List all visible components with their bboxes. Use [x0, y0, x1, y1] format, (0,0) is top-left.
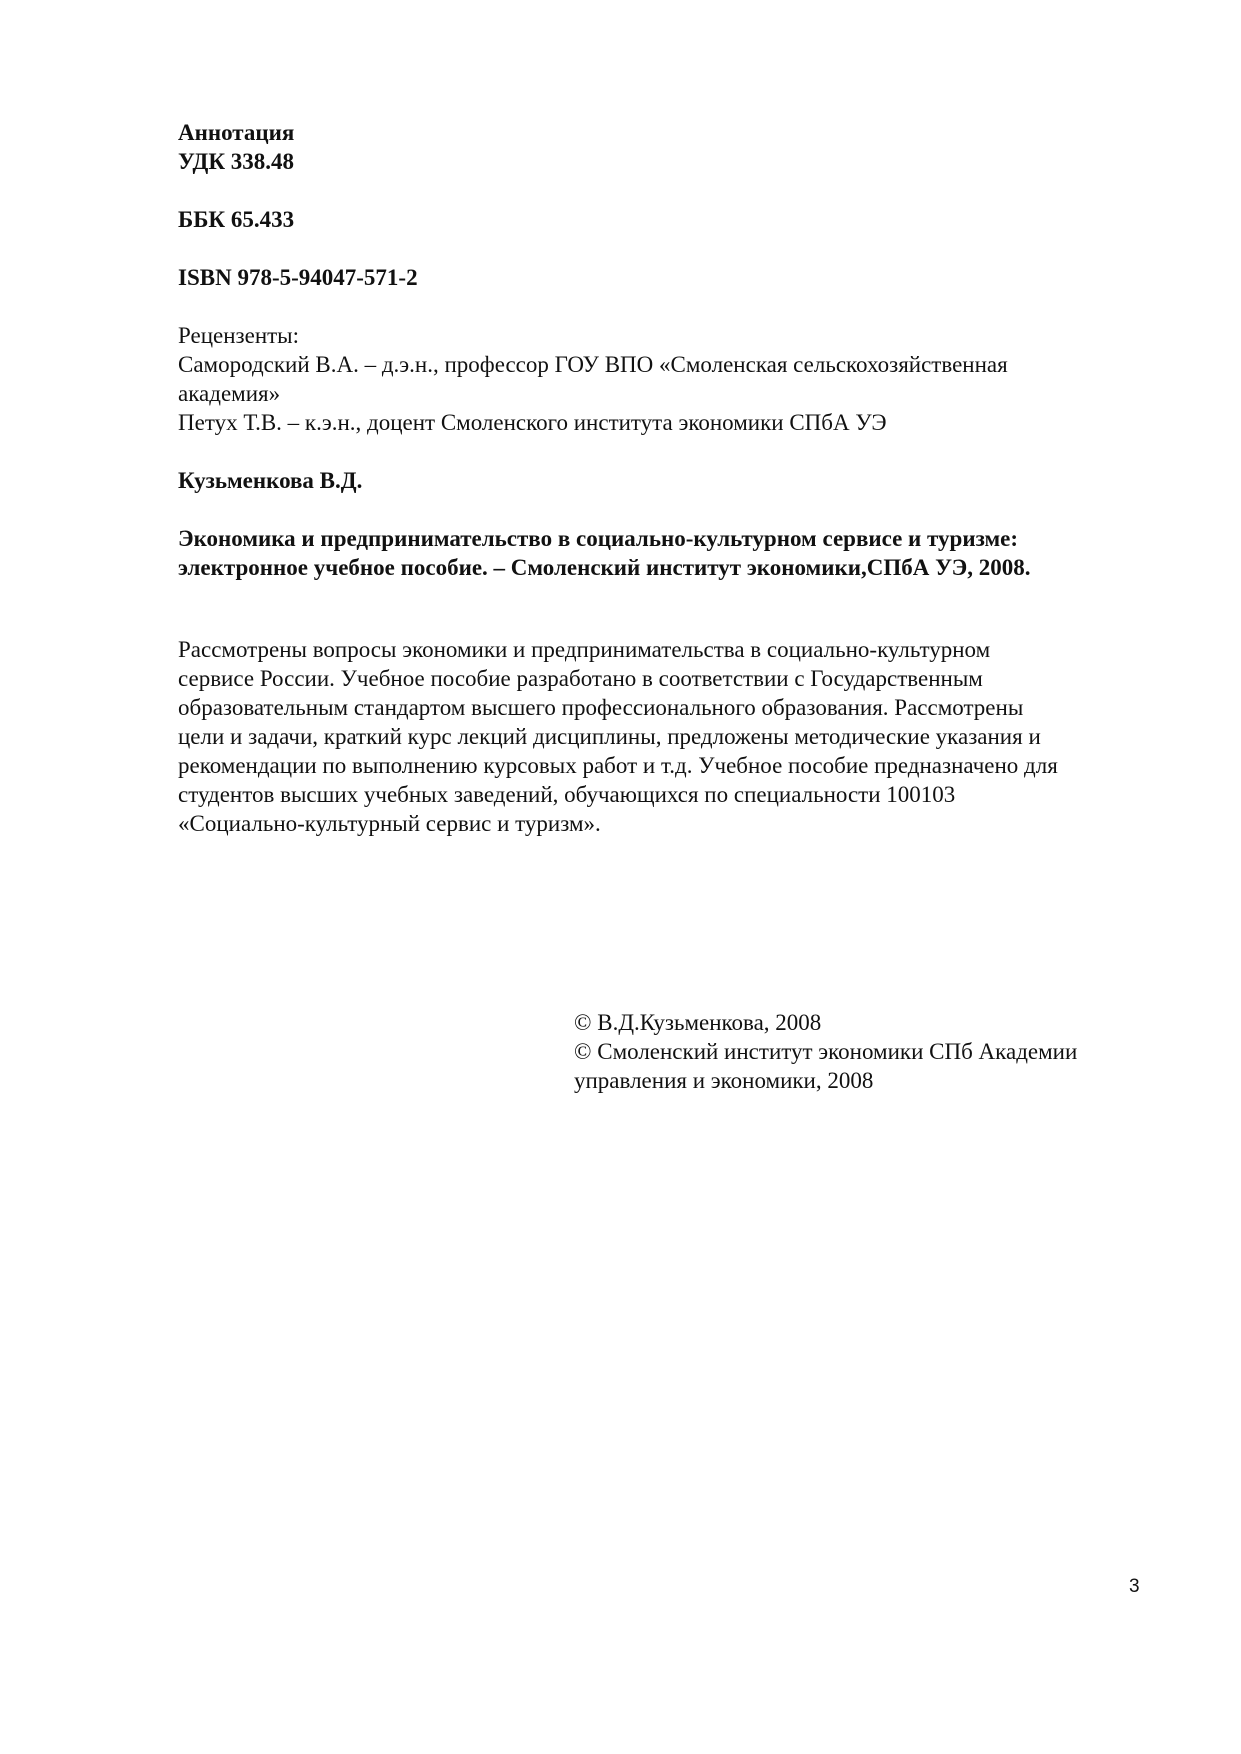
book-title-line: Экономика и предпринимательство в социально-культурном сервисе и туризме: [178, 526, 1019, 551]
copyright-block [574, 1008, 1077, 1095]
book-title [178, 524, 1031, 582]
reviewers-section [178, 321, 1008, 437]
abstract-line: цели и задачи, краткий курс лекций дисциплины, предложены методические указания и [178, 724, 1041, 749]
copyright-line: управления и экономики, 2008 [574, 1068, 874, 1093]
bbk-code: ББК 65.433 [178, 207, 295, 232]
abstract-line: рекомендации по выполнению курсовых работ и т.д. Учебное пособие предназначено для [178, 753, 1058, 778]
reviewer-line: Петух Т.В. – к.э.н., доцент Смоленского института экономики СПбА УЭ [178, 410, 887, 435]
abstract-line: студентов высших учебных заведений, обучающихся по специальности 100103 [178, 782, 956, 807]
abstract-line: образовательным стандартом высшего профессионального образования. Рассмотрены [178, 695, 1024, 720]
page-number: 3 [1129, 1576, 1140, 1597]
abstract-line: Рассмотрены вопросы экономики и предпринимательства в социально-культурном [178, 637, 991, 662]
abstract-line: «Социально-культурный сервис и туризм». [178, 811, 601, 836]
udk-code: УДК 338.48 [178, 149, 295, 174]
reviewer-line: Самородский В.А. – д.э.н., профессор ГОУ ВПО «Смоленская сельскохозяйственная [178, 352, 1008, 377]
copyright-line: © Смоленский институт экономики СПб Академии [574, 1039, 1078, 1064]
reviewers-label: Рецензенты: [178, 323, 300, 348]
book-title-line: электронное учебное пособие. – Смоленский институт экономики,СПбА УЭ, 2008. [178, 555, 1031, 580]
abstract-paragraph [178, 635, 1058, 838]
reviewer-line: академия» [178, 381, 281, 406]
abstract-line: сервисе России. Учебное пособие разработано в соответствии с Государственным [178, 666, 983, 691]
author-name: Кузьменкова В.Д. [178, 468, 363, 493]
annotation-heading: Аннотация [178, 120, 295, 145]
isbn-code: ISBN 978-5-94047-571-2 [178, 265, 418, 290]
copyright-line: © В.Д.Кузьменкова, 2008 [574, 1010, 822, 1035]
